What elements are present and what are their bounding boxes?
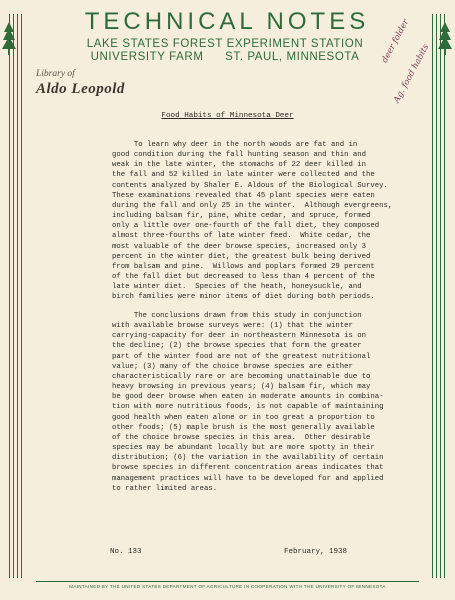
text-line: part of the winter food are not of the greatest nutritional [112,352,371,361]
text-line: good condition during the fall hunting season and thin and [112,151,366,160]
left-border-rule [13,14,14,578]
text-line: during the fall and only 25 in the winter. Although evergreens, [112,201,393,210]
right-border-rule [436,14,437,578]
text-line: weak in the late winter, the stomachs of 22 deer killed in [112,161,366,170]
document-title: Food Habits of Minnesota Deer [161,112,294,120]
document-number: No. 133 [110,548,142,556]
text-line: tion with more nutritious foods, is not capable of maintaining [112,403,384,412]
handwritten-note-line2: Ag. food habits [392,42,432,105]
pine-tree-icon [2,22,16,56]
text-line: management practices will have to be developed for and applied [112,474,384,483]
letterhead-title: TECHNICAL NOTES [84,8,370,35]
text-line: be good deer browse when eaten in moderate amounts in combina- [112,393,384,402]
text-line: good health when eaten alone or in too great a proportion to [112,413,375,422]
text-line: carrying-capacity for deer in northeastern Minnesota is on [112,332,366,341]
letterhead-address-right: ST. PAUL, MINNESOTA [225,51,360,63]
text-line: almost three-fourths of late winter feed. White cedar, the [112,232,371,241]
text-line: contents analyzed by Shaler E. Aldous of the Biological Survey. [112,181,388,190]
text-line: percent in the winter diet, the greatest bulk being derived [112,252,371,261]
text-line: late winter diet. Species of the heath, honeysuckle, and [112,283,362,292]
text-line: To learn why deer in the north woods are fat and in [112,141,358,149]
text-line: from balsam and pine. Willows and poplars formed 29 percent [112,262,375,271]
right-border-rule [440,14,441,578]
text-line: with available browse surveys were: (1) that the winter [112,322,353,331]
text-line: only a little over one-fourth of the fall diet, they composed [112,222,380,231]
library-stamp-line1: Library of [36,69,75,79]
text-line: most valuable of the deer browse species, increased only 3 [112,242,366,251]
paragraph-1 [112,140,392,303]
library-stamp-line2: Aldo Leopold [36,81,125,97]
footer-rule [36,581,419,582]
letterhead-address [70,51,380,63]
text-line: to rather limited areas. [112,484,218,493]
letterhead-station: LAKE STATES FOREST EXPERIMENT STATION [86,38,364,50]
letterhead-address-left: UNIVERSITY FARM [90,51,204,63]
document-date: February, 1938 [284,548,348,556]
left-border-rule [17,14,18,578]
text-line: of the fall diet but decreased to less than 4 percent of the [112,273,375,282]
right-border-rule [432,14,433,578]
text-line: birch families were minor items of diet during both periods. [112,293,375,302]
text-line: These examinations revealed that 45 plant species were eaten [112,191,375,200]
paragraph-2 [112,311,384,494]
text-line: characteristically rare or are becoming unattainable due to [112,372,371,381]
pine-tree-icon [438,22,452,56]
text-line: including balsam fir, pine, white cedar, and spruce, formed [112,212,371,221]
text-line: browse species in different concentration areas indicates that [112,464,384,473]
footer-text: MAINTAINED BY THE UNITED STATES DEPARTMENT OF AGRICULTURE IN COOPERATION WITH THE UNIVERSITY OF MINNESOTA [69,584,386,589]
text-line: of the choice browse species in this area. Other desirable [112,433,371,442]
text-line: value; (3) many of the choice browse species are either [112,362,353,371]
text-line: distribution; (6) the variation in the availability of certain [112,454,384,463]
text-line: The conclusions drawn from this study in conjunction [112,312,362,320]
handwritten-note-line1: deer folder [380,17,412,65]
text-line: heavy browsing in previous years; (4) balsam fir, which may [112,383,371,392]
left-border-rule [21,14,22,578]
text-line: the decline; (2) the browse species that form the greater [112,342,362,351]
right-border-rule [444,14,445,578]
text-line: the fall and 52 killed in late winter were collected and the [112,171,375,180]
text-line: other foods; (5) maple brush is the most generally available [112,423,375,432]
text-line: species may be abundant locally but are more spotty in their [112,444,375,453]
left-border-rule [9,14,10,578]
